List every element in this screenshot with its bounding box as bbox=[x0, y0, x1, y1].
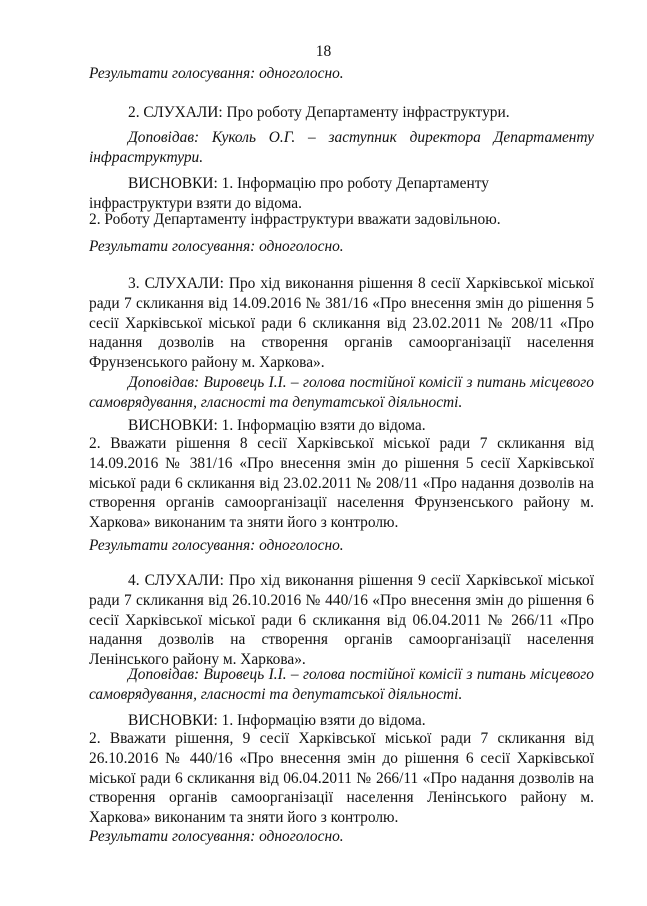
page-number: 18 bbox=[315, 43, 332, 60]
agenda-item-heard: 4. СЛУХАЛИ: Про хід виконання рішення 9 сесії Харківської міської ради 7 скликання від 26.10.2016 № 440/16 «Про внесення змін до рішення 6 сесії Харківської міської ради 6 скликання від 06.04.2011 № 266/11 «Про надання дозволів на створення органів самоорганізації населення Ленінського району м. Харкова». bbox=[89, 572, 594, 669]
speaker-paragraph: Доповідав: Вировець І.І. – голова постійної комісії з питань місцевого самоврядування, гласності та депутатської діяльності. bbox=[89, 666, 594, 703]
speaker-paragraph: Доповідав: Куколь О.Г. – заступник директора Департаменту інфраструктури. bbox=[89, 129, 594, 166]
conclusions-paragraph: ВИСНОВКИ: 1. Інформацію взяти до відома. bbox=[128, 712, 426, 729]
voting-result: Результати голосування: одноголосно. bbox=[89, 828, 344, 845]
conclusion-item: 2. Вважати рішення, 9 сесії Харківської міської ради 7 скликання від 26.10.2016 № 440/16 «Про внесення змін до рішення 6 сесії Харківської міської ради 6 скликання від 06.04.2011 № 266/11 «Про надання дозволів на створення органів самоорганізації населення Ленінського району м. Харкова» виконаним та зняти його з контролю. bbox=[89, 730, 594, 827]
voting-result: Результати голосування: одноголосно. bbox=[89, 537, 344, 554]
speaker-paragraph: Доповідав: Вировець І.І. – голова постійної комісії з питань місцевого самоврядування, гласності та депутатської діяльності. bbox=[89, 374, 594, 411]
agenda-item-heard: 3. СЛУХАЛИ: Про хід виконання рішення 8 сесії Харківської міської ради 7 скликання від 14.09.2016 № 381/16 «Про внесення змін до рішення 5 сесії Харківської міської ради 6 скликання від 23.02.2011 № 208/11 «Про надання дозволів на створення органів самоорганізації населення Фрунзенського району м. Харкова». bbox=[89, 275, 594, 372]
conclusion-item: 2. Вважати рішення 8 сесії Харківської міської ради 7 скликання від 14.09.2016 № 381/16 «Про внесення змін до рішення 5 сесії Харківської міської ради 6 скликання від 23.02.2011 № 208/11 «Про надання дозволів на створення органів самоорганізації населення Фрунзенського району м. Харкова» виконаним та зняти його з контролю. bbox=[89, 435, 594, 532]
voting-result: Результати голосування: одноголосно. bbox=[89, 238, 344, 255]
conclusions-paragraph: ВИСНОВКИ: 1. Інформацію про роботу Департаменту інфраструктури взяти до відома. bbox=[89, 175, 489, 212]
conclusion-item: 2. Роботу Департаменту інфраструктури вважати задовільною. bbox=[89, 211, 501, 228]
voting-result: Результати голосування: одноголосно. bbox=[89, 65, 344, 82]
agenda-item-heard: 2. СЛУХАЛИ: Про роботу Департаменту інфраструктури. bbox=[128, 104, 510, 121]
conclusions-paragraph: ВИСНОВКИ: 1. Інформацію взяти до відома. bbox=[128, 417, 426, 434]
